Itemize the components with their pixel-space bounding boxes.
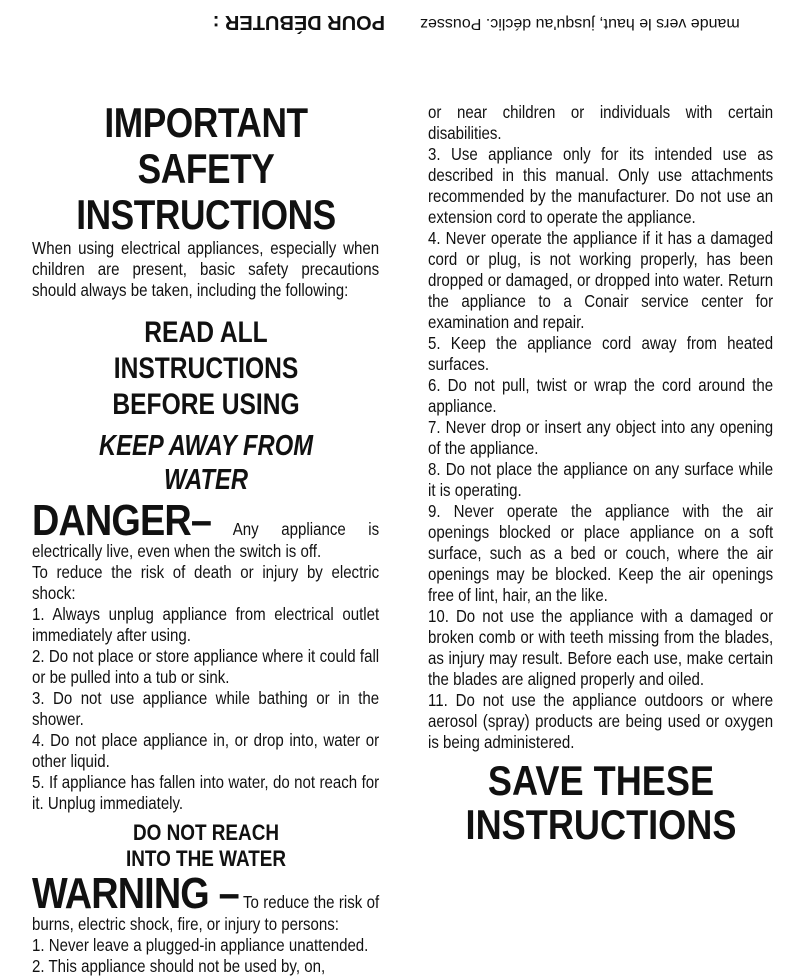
do-not-reach-line-1: DO NOT REACH [132, 820, 280, 845]
warning-paragraph [32, 869, 380, 935]
safety-item-4: 4. Never operate the appliance if it has a damaged cord or plug, is not working properly, has been dropped or damaged, or dropped into water. Return the appliance to a Conair service center for examination and repair. [428, 228, 774, 332]
right-list [428, 102, 773, 753]
danger-item-5: 5. If appliance has fallen into water, do not reach for it. Unplug immediately. [32, 772, 380, 813]
safety-item-11: 11. Do not use the appliance outdoors or where aerosol (spray) products are being used or oxygen is being administered. [428, 690, 774, 752]
warning-word: WARNING – [32, 869, 239, 918]
save-line-1: SAVE THESE [487, 757, 715, 804]
safety-item-6: 6. Do not pull, twist or wrap the cord around the appliance. [428, 375, 774, 416]
read-all-line-2: BEFORE USING [112, 388, 300, 421]
flipped-header-fr: POUR DÉBUTER : [212, 11, 385, 33]
warning-item-1: 1. Never leave a plugged-in appliance unattended. [32, 935, 369, 955]
danger-paragraph [32, 496, 380, 562]
flipped-text-fr: mande vers le haut, jusqu'au déclic. Poussez [420, 15, 740, 32]
intro-text [32, 238, 379, 301]
safety-item-7: 7. Never drop or insert any object into any opening of the appliance. [428, 417, 774, 458]
intro-paragraph: When using electrical appliances, especially when children are present, basic safety precautions should always be taken, including the following: [32, 238, 380, 300]
save-line-2: INSTRUCTIONS [465, 801, 737, 848]
right-column [428, 0, 774, 847]
safety-item-9: 9. Never operate the appliance with the air openings blocked or place appliance on a soft surface, such as a bed or couch, where the air openings may be blocked. Keep the air openings free of lint, hair, an the like. [428, 501, 774, 605]
danger-item-1: 1. Always unplug appliance from electrical outlet immediately after using. [32, 604, 380, 645]
safety-item-5: 5. Keep the appliance cord away from heated surfaces. [428, 333, 774, 374]
danger-item-2: 2. Do not place or store appliance where it could fall or be pulled into a tub or sink. [32, 646, 380, 687]
danger-text: Any appliance is electrically live, even when the switch is off. [32, 519, 380, 561]
do-not-reach-line-2: INTO THE WATER [125, 846, 287, 871]
danger-section [32, 496, 380, 814]
danger-item-4: 4. Do not place appliance in, or drop into, water or other liquid. [32, 730, 380, 771]
safety-item-8: 8. Do not place the appliance on any surface while it is operating. [428, 459, 774, 500]
title-line-2: INSTRUCTIONS [76, 191, 336, 238]
continued-text: or near children or individuals with certain disabilities. [428, 102, 774, 143]
danger-word: DANGER– [32, 496, 212, 545]
safety-item-3: 3. Use appliance only for its intended use as described in this manual. Only use attachments recommended by the manufacturer. Do not use an extension cord to operate the appliance. [428, 144, 774, 227]
danger-item-3: 3. Do not use appliance while bathing or in the shower. [32, 688, 380, 729]
title-line-1: IMPORTANT SAFETY [104, 99, 308, 192]
left-column [32, 0, 380, 977]
read-all-line-1: READ ALL INSTRUCTIONS [113, 316, 299, 385]
danger-reduce: To reduce the risk of death or injury by electric shock: [32, 562, 380, 603]
warning-item-2: 2. This appliance should not be used by, on, [32, 956, 326, 976]
warning-section [32, 869, 380, 977]
warning-text: To reduce the risk of burns, electric shock, fire, or injury to persons: [32, 892, 380, 934]
safety-item-10: 10. Do not use the appliance with a damaged or broken comb or with teeth missing from the blades, as injury may result. Before each use, make certain the blades are aligned properly and oiled. [428, 606, 774, 689]
keep-away-heading: KEEP AWAY FROM WATER [98, 430, 314, 496]
